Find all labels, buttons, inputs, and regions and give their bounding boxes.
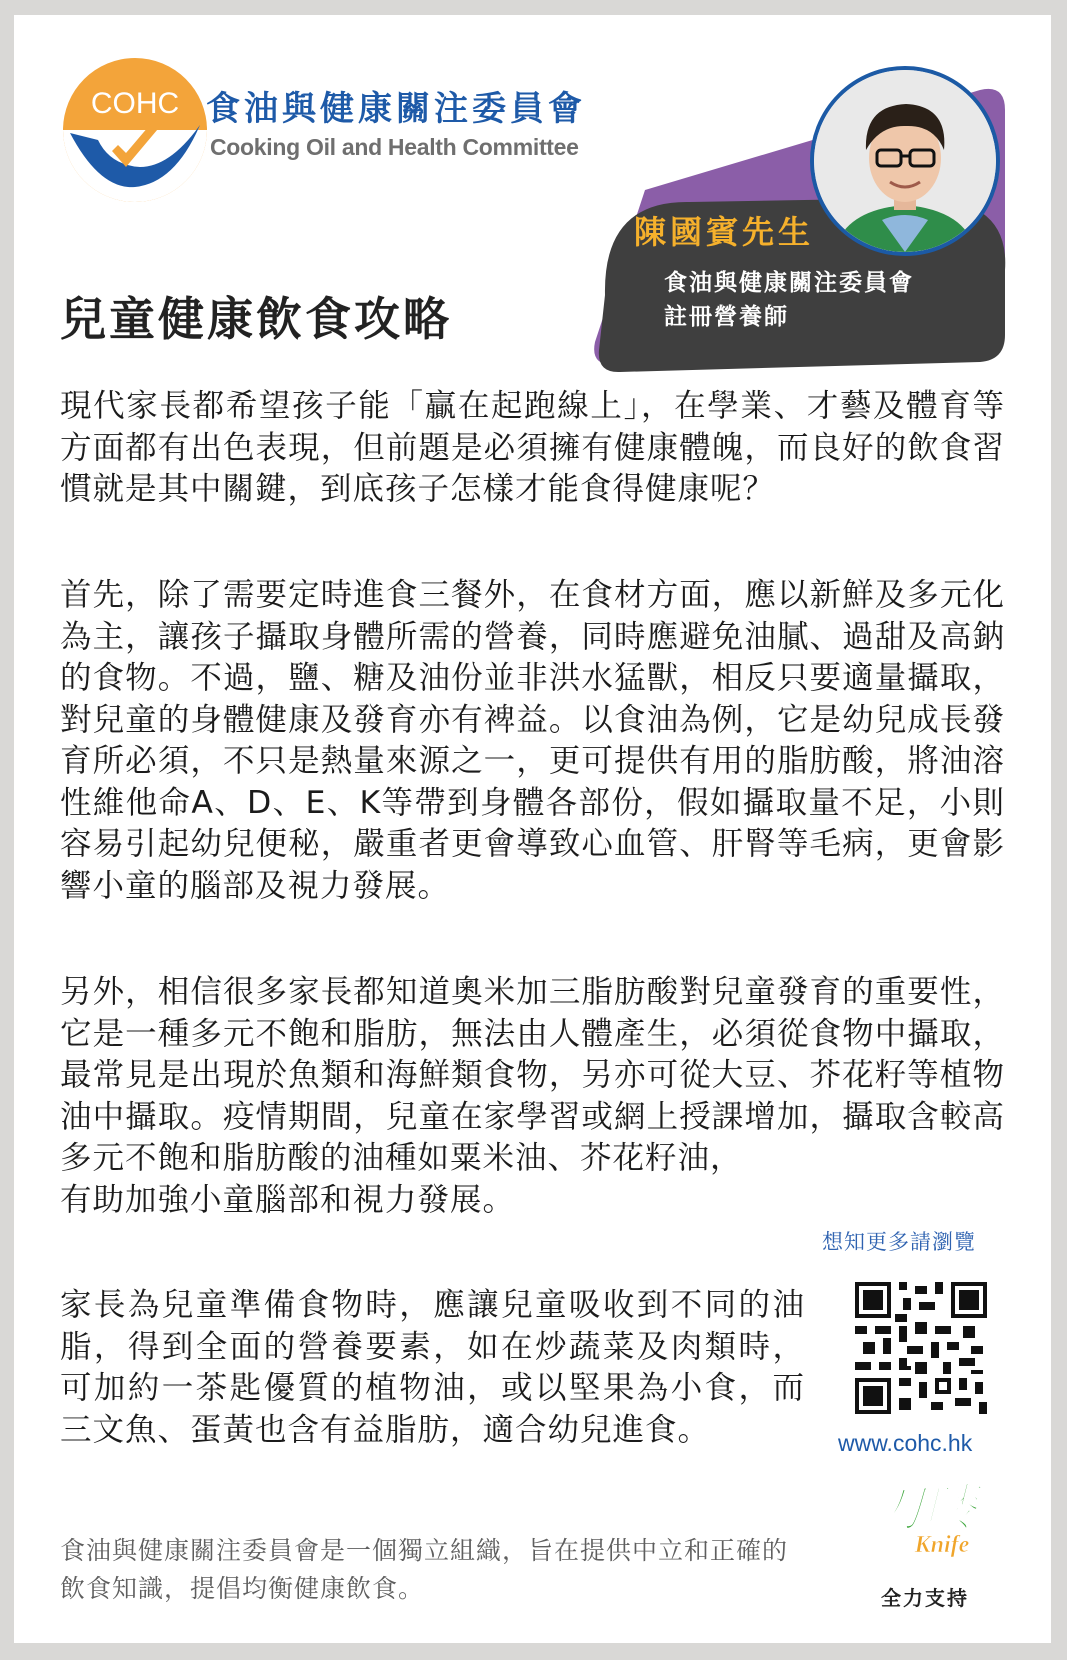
article-paragraph-4: 家長為兒童準備食物時，應讓兒童吸收到不同的油脂，得到全面的營養要素，如在炒蔬菜及肉類時，可加約一茶匙優質的植物油，或以堅果為小食，而三文魚、蛋黃也含有益脂肪，適合幼兒進食。 [60,1287,805,1448]
qr-code-icon[interactable] [855,1282,987,1414]
author-role-line2: 註冊營養師 [664,304,789,330]
org-name-zh: 食油與健康關注委員會 [206,89,586,129]
article-paragraph-2: 首先，除了需要定時進食三餐外，在食材方面，應以新鮮及多元化為主，讓孩子攝取身體所需的營養，同時應避免油膩、過甜及高鈉的食物。不過，鹽、糖及油份並非洪水猛獸，相反只要適量攝取，對兒童的身體健康及發育亦有裨益。以食油為例，它是幼兒成長發育所必須，不只是熱量來源之一，更可提供有用的脂肪酸，將油溶性維他命A、D、E、K等帶到身體各部份，假如攝取量不足，小則容易引起幼兒便秘，嚴重者更會導致心血管、肝腎等毛病，更會影響小童的腦部及視力發展。 [60,577,1005,904]
knife-brand-logo [862,1472,992,1564]
author-role-line1: 食油與健康關注委員會 [664,270,914,296]
logo-mark-text: COHC [90,87,180,120]
article-paragraph-3: 另外，相信很多家長都知道奧米加三脂肪酸對兒童發育的重要性，它是一種多元不飽和脂肪，無法由人體產生，必須從食物中攝取，最常見是出現於魚類和海鮮類食物，另亦可從大豆、芥花籽等植物油中攝取。疫情期間，兒童在家學習或網上授課增加，攝取含較高多元不飽和脂肪酸的油種如粟米油、芥花籽油， 有助加強小童腦部和視力發展。 [60,974,1005,1218]
article-paragraph-1: 現代家長都希望孩子能「贏在起跑線上」，在學業、才藝及體育等方面都有出色表現，但前題是必須擁有健康體魄，而良好的飲食習慣就是其中關鍵，到底孩子怎樣才能食得健康呢？ [60,388,1005,507]
knife-logo-subtext: Knife [914,1532,970,1558]
org-name-en: Cooking Oil and Health Committee [210,134,579,160]
author-name: 陳國賓先生 [634,213,815,251]
org-disclaimer: 食油與健康關注委員會是一個獨立組織，旨在提供中立和正確的飲食知識，提倡均衡健康飲食。 [60,1536,789,1603]
cohc-logo-icon [60,55,210,205]
article-title: 兒童健康飲食攻略 [60,292,452,346]
more-info-label: 想知更多請瀏覽 [822,1230,976,1254]
author-role [664,266,914,334]
support-label: 全力支持 [881,1586,969,1610]
knife-logo-text: 刀嘜 [871,1479,977,1539]
website-link[interactable]: www.cohc.hk [838,1430,973,1456]
author-photo [810,66,1000,256]
